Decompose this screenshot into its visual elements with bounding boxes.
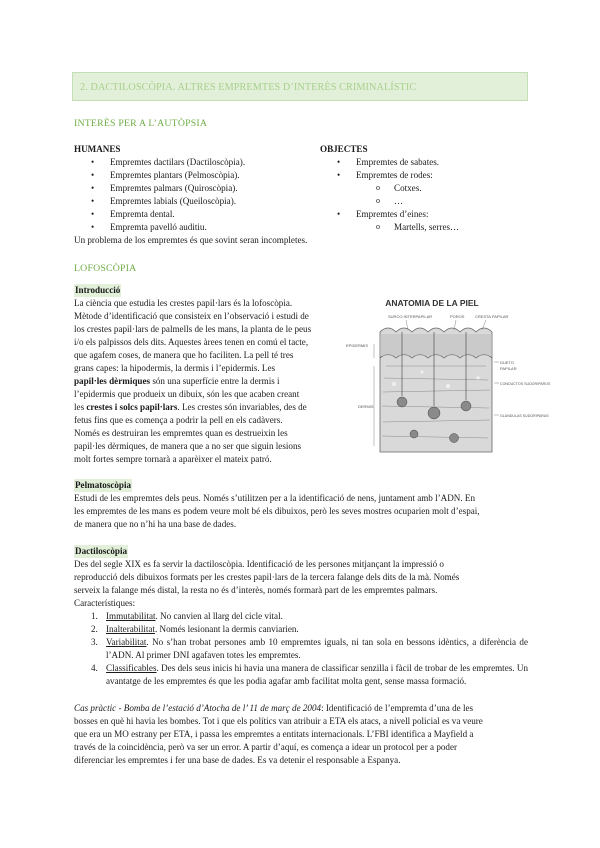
figure-label: DUETO (500, 360, 514, 365)
text-line: Mètode d’identificació que consisteix en l’observació i estudi de (74, 311, 309, 321)
humans-column (74, 143, 245, 234)
sub-list-item: o Cotxes. (320, 182, 459, 195)
sub-list-item: o … (320, 195, 459, 208)
lofoscopia-title: LOFOSCÒPIA (74, 263, 137, 274)
list-item: • Empremtes de rodes: (320, 169, 459, 182)
tools-sublist (320, 221, 459, 234)
text-line: papil·les dèrmiques són una superfície entre la dermis i (74, 376, 280, 386)
figure-label: DERMIS (358, 404, 374, 409)
sub-list-item: o Martells, serres… (320, 221, 459, 234)
text-line: que era un MO estrany per ETA, i passa les empremtes a entitats internacionals. L’FBI identifica a Mayfield a (74, 729, 474, 739)
text-line: Només es destruiran les empremtes quan es destrueixin les (74, 428, 288, 438)
list-item: • Empremtes palmars (Quiroscòpia). (74, 182, 245, 195)
skin-illustration (380, 328, 492, 452)
list-item: • Empremta dental. (74, 208, 245, 221)
objects-list (320, 156, 459, 182)
list-item: • Empremtes labials (Queiloscòpia). (74, 195, 245, 208)
bold-term: crestes i solcs papil·lars (86, 402, 178, 412)
list-item: • Empremtes plantars (Pelmoscòpia). (74, 169, 245, 182)
wheels-sublist (320, 182, 459, 208)
list-item: • Empremtes d’eines: (320, 208, 459, 221)
text-line: reproducció dels dibuixos formats per les crestes papil·lars de la tercera falange dels dits de la mà. Només (74, 572, 460, 582)
text-line: papil·les dèrmiques, de manera que a no ser que siguin lesions (74, 441, 302, 451)
text-line: través de la coincidència, però va ser un error. A partir d’aquí, es comença a idear un protocol per a poder (74, 742, 458, 752)
objects-title: OBJECTES (320, 144, 368, 154)
text-line: les crestes i solcs papil·lars. Les crestes són invariables, des de (74, 402, 307, 412)
text-line: i/o els palpissos dels dits. Aquestes àrees tenen en comú el tacte, (74, 337, 309, 347)
section-header-title: 2. DACTILOSCÒPIA. ALTRES EMPREMTES D’INTERÈS CRIMINALÍSTIC (80, 82, 417, 93)
text-line: l’epidermis que produeix un dibuix, són les que acaben creant (74, 389, 300, 399)
text-line: diferenciar les empremtes i fer una base de dades. Es va detenir el responsable a Espanya. (74, 755, 401, 765)
autopsy-note: Un problema de los empremtes és que sovint seran incompletes. (74, 235, 308, 245)
figure-label: SURCO INTERPAPILAR (388, 314, 433, 319)
figure-label: POROS (450, 314, 465, 319)
case-title: Cas pràctic - Bomba de l’estació d’Atocha de l’ 11 de març de 2004 (74, 703, 322, 713)
characteristics-list (74, 610, 528, 688)
list-item: • Empremtes dactilars (Dactiloscòpia). (74, 156, 245, 169)
bold-term: papil·les dèrmiques (74, 376, 151, 386)
list-item: 1. Immutabilitat. No canvien al llarg del cicle vital. (91, 611, 283, 621)
figure-title: ANATOMIA DE LA PIEL (385, 298, 479, 308)
humans-title: HUMANES (74, 144, 121, 154)
dactiloscopia-paragraph (74, 558, 528, 610)
list-item: 2. Inalterabilitat. Només lesionant la dermis canviarien. (91, 624, 299, 634)
text-line: La ciència que estudia les crestes papil·lars és la lofoscòpia. (74, 298, 293, 308)
text-line: Des del segle XIX es fa servir la dactiloscòpia. Identificació de les persones mitjançant la impressió o (74, 559, 444, 569)
autopsy-title: INTERÈS PER A L’AUTÒPSIA (74, 118, 208, 129)
section-header (72, 72, 528, 101)
figure-label: GLANDULAS SUDORIPARAS (500, 414, 549, 418)
pelmatoscopia-paragraph (74, 492, 528, 531)
text-line: grans capes: la hipodermis, la dermis i l’epidermis. Les (74, 363, 276, 373)
list-item: 3. Variabilitat. No s’han trobat persones amb 10 empremtes iguals, ni tan sola en bessons idèntics, a diferència de l’ADN. Al primer DNI agafaven totes les empremtes. (91, 637, 528, 660)
dactiloscopia-heading: Dactiloscòpia (75, 546, 128, 556)
text-line: serveix la falange més distal, la resta no és d’interès, només formarà part de les empremtes palmars. (74, 585, 438, 595)
text-line: que agafem coses, de manera que ho faciliten. La pell té tres (74, 350, 294, 360)
figure-label: PAPILAR (500, 366, 517, 371)
humans-list (74, 156, 245, 234)
text-line: les empremtes de les mans es podem veure molt bé els dibuixos, però les seves mostres ocuparien molt d’espai, (74, 506, 480, 516)
list-item: • Empremtes de sabates. (320, 156, 459, 169)
skin-anatomy-figure (336, 296, 551, 458)
intro-paragraph (74, 297, 330, 466)
intro-heading: Introducció (75, 285, 121, 295)
figure-label: EPIDERMIS (346, 343, 369, 348)
objects-column (320, 143, 459, 234)
text-line: los crestes papil·lars de palmells de les mans, la planta de le peus (74, 324, 312, 334)
text-line: bosses en què hi havia les bombes. Tot i que els polítics van atribuir a ETA els atacs, a nivell policial es va veure (74, 716, 483, 726)
list-item: • Empremta pavelló auditiu. (74, 221, 245, 234)
figure-label: CRESTA PAPILAR (475, 314, 509, 319)
text-line: Cas pràctic - Bomba de l’estació d’Atocha de l’ 11 de març de 2004: Identificació de l’empremta d’una de les (74, 703, 474, 713)
text-line: fetus fins que es comença a podrir la pell en els cadàvers. (74, 415, 283, 425)
figure-label: CONDUCTOS SUDORIPAROS (500, 382, 551, 386)
pelmatoscopia-heading: Pelmatoscòpia (75, 480, 132, 490)
text-line: Estudi de les empremtes dels peus. Només s’utilitzen per a la identificació de nens, juntament amb l’ADN. En (74, 493, 476, 503)
text-line: de manera que no n’hi ha una base de dades. (74, 519, 237, 529)
list-item: 4. Classificables. Des dels seus inicis hi havia una manera de classificar senzilla i fàcil de trobar de les empremtes. Un avantatge de les empremtes és que les podia agafar amb facilitat molta gent, sense massa formació. (91, 663, 528, 686)
text-line: molt fortes sempre tornarà a aparèixer el mateix patró. (74, 454, 272, 464)
case-study-paragraph (74, 702, 528, 767)
text-line: Característiques: (74, 598, 136, 608)
